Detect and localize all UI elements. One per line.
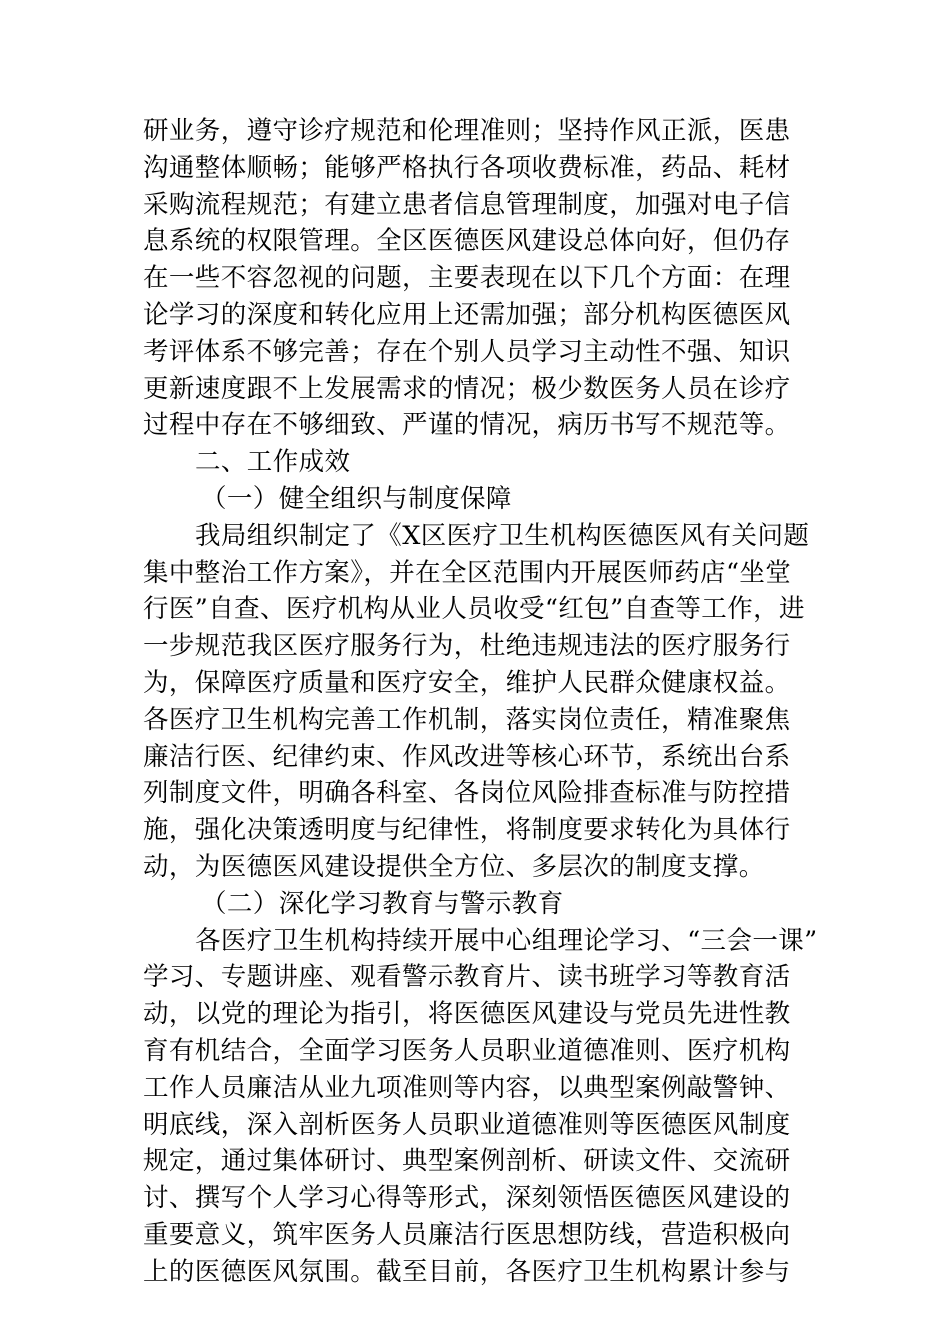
text-line: 明底线，深入剖析医务人员职业道德准则等医德医风制度 [143, 1109, 791, 1140]
text-line: 息系统的权限管理。全区医德医风建设总体向好，但仍存 [143, 226, 791, 257]
text-line: 论学习的深度和转化应用上还需加强；部分机构医德医风 [143, 299, 791, 330]
document-body [143, 113, 818, 1291]
text-line: 行医”自查、医疗机构从业人员收受“红包”自查等工作，进 [143, 594, 805, 625]
text-line: 我局组织制定了《X区医疗卫生机构医德医风有关问题 [195, 520, 810, 551]
text-line: 集中整治工作方案》，并在全区范围内开展医师药店“坐堂 [143, 557, 792, 588]
text-line: 动，为医德医风建设提供全方位、多层次的制度支撑。 [143, 851, 765, 882]
text-line: 各医疗卫生机构持续开展中心组理论学习、“三会一课” [195, 925, 818, 956]
text-line: 上的医德医风氛围。截至目前，各医疗卫生机构累计参与 [143, 1256, 791, 1287]
text-line: 为，保障医疗质量和医疗安全，维护人民群众健康权益。 [143, 667, 791, 698]
text-line: 各医疗卫生机构完善工作机制，落实岗位责任，精准聚焦 [143, 704, 791, 735]
text-line: 研业务，遵守诊疗规范和伦理准则；坚持作风正派，医患 [143, 116, 791, 146]
text-line: 沟通整体顺畅；能够严格执行各项收费标准，药品、耗材 [143, 152, 791, 183]
text-line: 二、工作成效 [195, 447, 351, 478]
text-line: 育有机结合，全面学习医务人员职业道德准则、医疗机构 [143, 1035, 791, 1066]
text-line: 廉洁行医、纪律约束、作风改进等核心环节，系统出台系 [143, 741, 791, 772]
text-line: 讨、撰写个人学习心得等形式，深刻领悟医德医风建设的 [143, 1183, 791, 1214]
text-line: （一）健全组织与制度保障 [201, 483, 512, 514]
text-line: 学习、专题讲座、观看警示教育片、读书班学习等教育活 [143, 962, 791, 993]
text-line: 采购流程规范；有建立患者信息管理制度，加强对电子信 [143, 189, 791, 220]
text-line: 工作人员廉洁从业九项准则等内容，以典型案例敲警钟、 [143, 1072, 791, 1103]
text-line: 过程中存在不够细致、严谨的情况，病历书写不规范等。 [143, 410, 791, 441]
text-line: 动，以党的理论为指引，将医德医风建设与党员先进性教 [143, 999, 791, 1030]
text-line: 在一些不容忽视的问题，主要表现在以下几个方面：在理 [143, 263, 791, 294]
text-line: （二）深化学习教育与警示教育 [201, 888, 564, 919]
text-line: 更新速度跟不上发展需求的情况；极少数医务人员在诊疗 [143, 373, 791, 404]
text-line: 规定，通过集体研讨、典型案例剖析、研读文件、交流研 [143, 1146, 791, 1177]
text-line: 一步规范我区医疗服务行为，杜绝违规违法的医疗服务行 [143, 631, 791, 662]
text-line: 重要意义，筑牢医务人员廉洁行医思想防线，营造积极向 [143, 1219, 791, 1250]
text-line: 施，强化决策透明度与纪律性，将制度要求转化为具体行 [143, 815, 791, 846]
text-line: 考评体系不够完善；存在个别人员学习主动性不强、知识 [143, 336, 791, 367]
text-line: 列制度文件，明确各科室、各岗位风险排查标准与防控措 [143, 778, 791, 809]
